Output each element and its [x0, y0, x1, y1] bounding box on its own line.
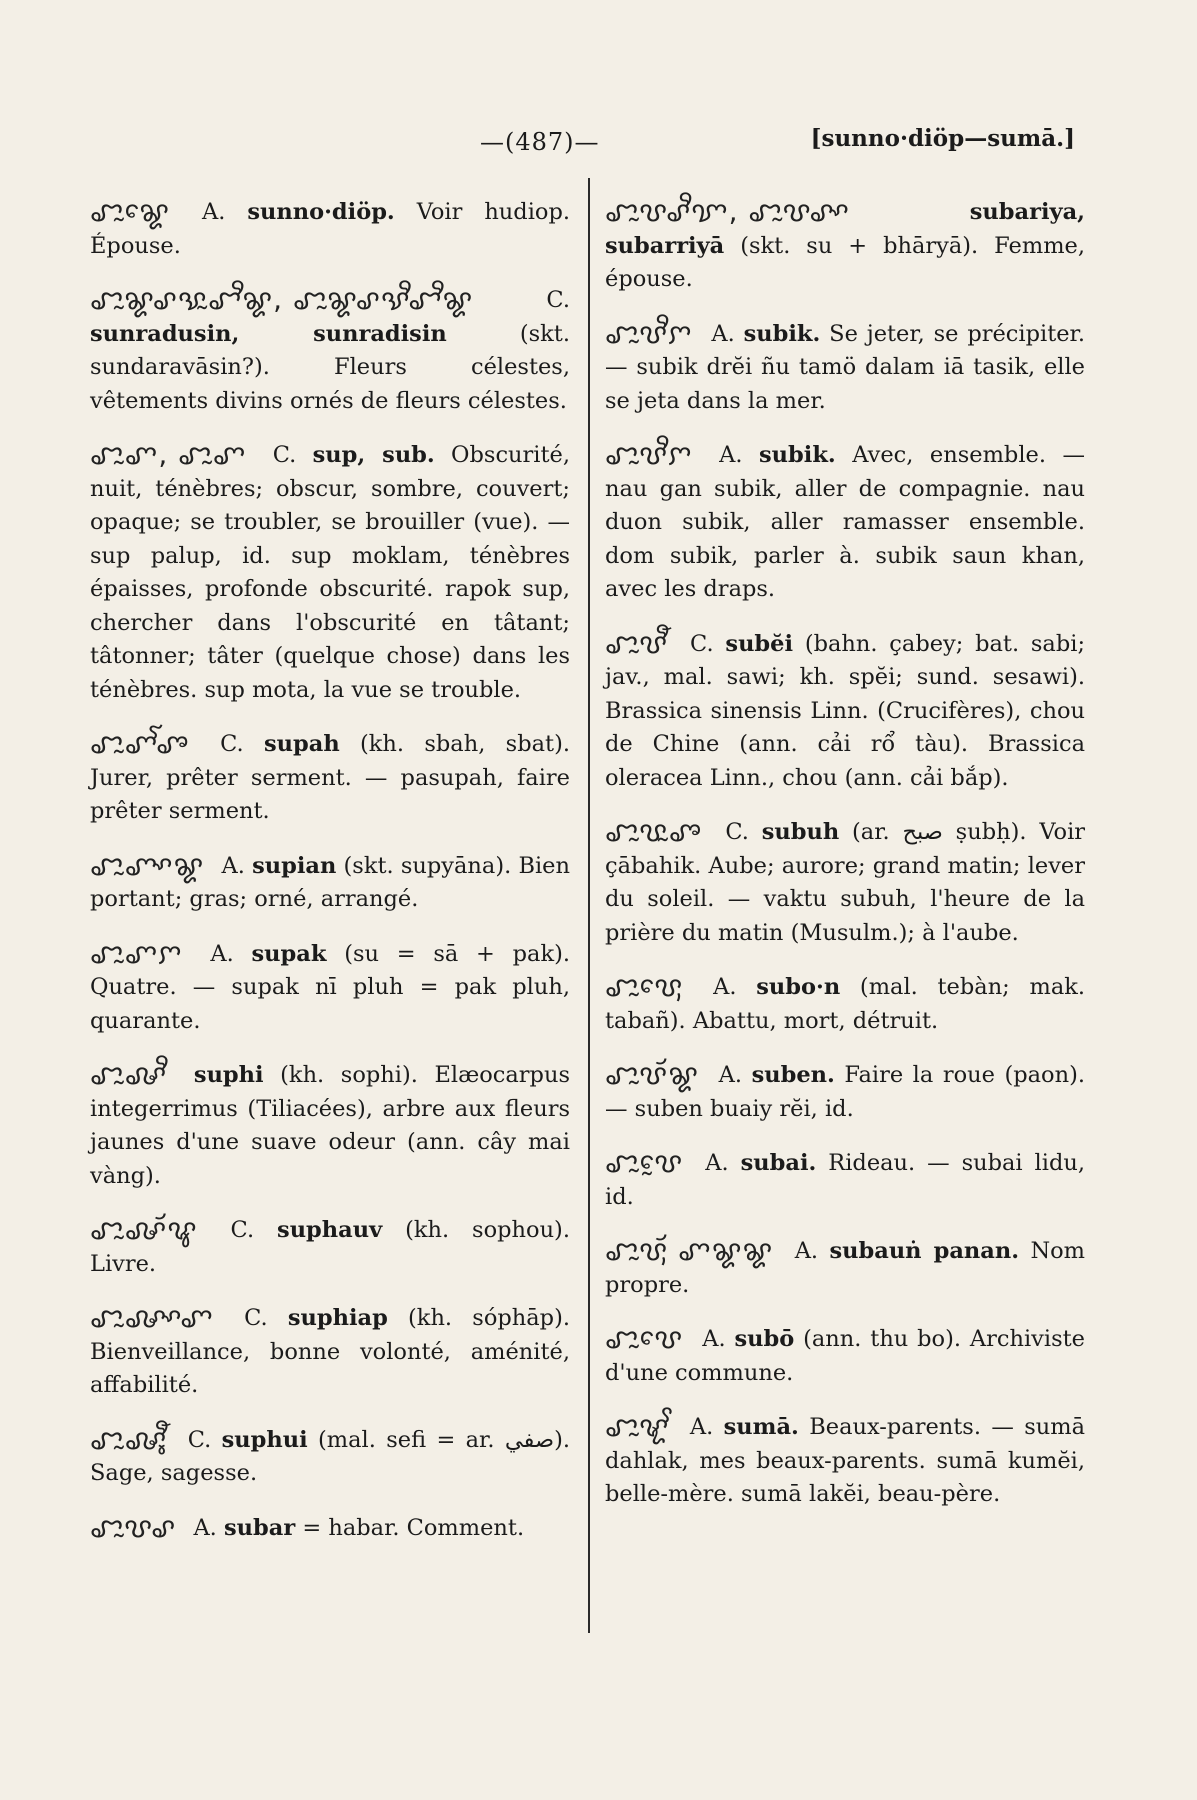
- headword-script: ꨧꨭꨚ, ꨧꨭꨚ: [90, 438, 247, 471]
- definition: Rideau. — subai lidu, id.: [605, 1150, 1085, 1210]
- headword-script: ꨧꨭꨝꨮꨘ: [605, 1058, 700, 1091]
- source-tag: A.: [689, 1414, 714, 1440]
- headword-script: ꨧꨭꨝꨮꨲ ꨚꨘꨘ: [605, 1234, 774, 1267]
- definition: (su = sā + pak). Quatre. — supak nī pluh = pak pluh, quarante.: [90, 940, 571, 1034]
- definition: (ar. صبح ṣubḥ). Voir çābahik. Aube; aurore; grand matin; lever du soleil. — vaktu subuh, l'heure de la prière du matin (Musulm.); à l'aube.: [605, 819, 1086, 946]
- dictionary-entry: [605, 317, 1085, 419]
- headword-script: ꨧꨭꨘꨯ: [90, 195, 171, 228]
- headword: sumā.: [723, 1414, 799, 1440]
- source-tag: A.: [719, 442, 743, 468]
- definition: (mal. sefi = ar. صفي). Sage, sagesse.: [90, 1426, 571, 1486]
- headword: subai.: [740, 1150, 817, 1176]
- dictionary-entry: [605, 195, 1085, 297]
- headword-script: ꨧꨭꨝꨣꨪꨢ, ꨧꨭꨝꨣꨳ: [605, 195, 850, 228]
- headword-script: ꨧꨭꨝꨯ: [605, 1322, 684, 1355]
- definition: Voir hudiop. Épouse.: [90, 199, 570, 259]
- definition: (kh. sbah, sbat). Jurer, prêter serment. — pasupah, faire prêter serment.: [90, 731, 571, 824]
- dictionary-entry: [90, 1058, 570, 1193]
- headword-script: ꨧꨭꨚꨆ: [90, 936, 183, 970]
- headword-script: ꨧꨭꨝꨭꨨ: [605, 815, 703, 848]
- definition: Beaux-parents. — sumā dahlak, mes beaux-parents. sumā kumĕi, belle-mère. sumā lakĕi, beau-père.: [605, 1414, 1085, 1507]
- headword-script: ꨧꨭꨝꨪꨆ: [605, 438, 693, 471]
- headword-script: ꨧꨭꨚꨳꨘ: [90, 848, 205, 882]
- source-tag: C.: [546, 287, 570, 313]
- definition: (ann. thu bo). Archiviste d'une commune.: [605, 1326, 1085, 1386]
- source-tag: A.: [705, 1150, 729, 1176]
- definition: (skt. sundaravāsin?). Fleurs célestes, vêtements divins ornés de fleurs célestes.: [90, 320, 570, 414]
- column-divider: [588, 178, 590, 1633]
- source-tag: C.: [187, 1426, 212, 1453]
- running-head: [sunno·diöp—sumā.]: [810, 125, 1075, 152]
- source-tag: C.: [244, 1305, 268, 1331]
- dictionary-entry: [605, 1410, 1085, 1512]
- headword: subauṅ panan.: [829, 1238, 1020, 1264]
- source-tag: A.: [201, 199, 226, 225]
- dictionary-entry: [605, 815, 1085, 950]
- headword: suphui: [221, 1426, 308, 1453]
- headword: subar: [224, 1514, 296, 1541]
- dictionary-entry: [90, 1213, 570, 1281]
- headword: sunradusin, sunradisin: [90, 320, 447, 347]
- source-tag: C.: [690, 630, 714, 657]
- headword: suben.: [751, 1062, 835, 1088]
- headword-script: ꨧꨭꨜꨪ: [90, 1058, 168, 1091]
- dictionary-entry: [90, 438, 570, 707]
- headword: suphi: [193, 1062, 264, 1088]
- headword: supian: [252, 852, 337, 879]
- headword-script: ꨧꨭꨝꨰ: [605, 1146, 684, 1179]
- dictionary-entry: [90, 283, 570, 418]
- source-tag: C.: [272, 442, 297, 468]
- definition: (skt. supyāna). Bien portant; gras; orné, arrangé.: [90, 852, 570, 912]
- definition: (kh. sophou). Livre.: [90, 1217, 570, 1277]
- headword: supak: [251, 940, 327, 967]
- definition: Avec, ensemble. — nau gan subik, aller de compagnie. nau duon subik, aller ramasser ensemble. dom subik, parler à. subik saun khan, avec les draps.: [605, 442, 1086, 602]
- dictionary-entry: [605, 438, 1085, 607]
- headword-script: ꨧꨭꨜꨳꨚ: [90, 1301, 214, 1334]
- dictionary-entry: [605, 1146, 1085, 1214]
- headword-script: ꨧꨭꨝꨣ: [90, 1510, 177, 1544]
- source-tag: A.: [210, 940, 234, 967]
- headword: supah: [263, 731, 340, 757]
- source-tag: C.: [220, 731, 244, 757]
- dictionary-entry: [605, 970, 1085, 1038]
- definition: (skt. su + bhāryā). Femme, épouse.: [605, 232, 1085, 292]
- source-tag: C.: [725, 819, 749, 845]
- headword: subuh: [761, 819, 840, 845]
- headword-script: ꨧꨭꨠꨩ: [605, 1410, 670, 1443]
- left-column: [90, 195, 570, 1565]
- source-tag: A.: [711, 320, 735, 347]
- source-tag: C.: [230, 1217, 255, 1243]
- definition: = habar. Comment.: [302, 1514, 525, 1541]
- definition: Obscurité, nuit, ténèbres; obscur, sombre, couvert; opaque; se troubler, se brouiller (vue). — sup palup, id. sup moklam, ténèbres épaisses, profonde obscurité. rapok sup, chercher dans l'obscurité en tâtant; tâtonner; tâter (quelque chose) dans les ténèbres. sup mota, la vue se trouble.: [90, 442, 570, 703]
- dictionary-entry: [90, 727, 570, 829]
- definition: Se jeter, se précipiter. — subik drĕi ñu tamö dalam iā tasik, elle se jeta dans la mer.: [605, 320, 1085, 414]
- headword: suphauv: [277, 1217, 383, 1243]
- headword-script: ꨧꨭꨜꨮꨥ: [90, 1213, 198, 1246]
- dictionary-entry: [90, 849, 570, 917]
- headword: sunno·diöp.: [247, 199, 395, 225]
- dictionary-entry: [90, 1301, 570, 1403]
- headword-script: ꨧꨭꨝꨪꨆ: [605, 316, 693, 350]
- definition: (kh. sóphāp). Bienveillance, bonne volonté, aménité, affabilité.: [90, 1305, 571, 1398]
- definition: Faire la roue (paon). — suben buaiy rĕi, id.: [605, 1062, 1086, 1122]
- headword-script: ꨧꨭꨘꨣꨕꨭꨧꨪꨘ, ꨧꨭꨘꨣꨕꨪꨧꨪꨘ: [90, 283, 474, 316]
- headword: sup, sub.: [312, 442, 435, 468]
- headword-script: ꨧꨭꨜꨶꨬ: [90, 1422, 168, 1456]
- headword: subik.: [743, 320, 821, 347]
- source-tag: A.: [713, 974, 737, 1000]
- definition: (kh. sophi). Elæocarpus integerrimus (Tiliacées), arbre aux fleurs jaunes d'une suave odeur (ann. cây mai vàng).: [90, 1062, 570, 1189]
- headword-script: ꨧꨭꨚꨱꨨ: [90, 727, 190, 760]
- headword: subō: [734, 1326, 795, 1352]
- definition: (bahn. çabey; bat. sabi; jav., mal. sawi; kh. spĕi; sund. sesawi). Brassica sinensis Linn. (Crucifères), chou de Chine (ann. cải rổ tàu). Brassica oleracea Linn., chou (ann. cải bắp).: [605, 630, 1086, 791]
- source-tag: A.: [193, 1514, 217, 1541]
- dictionary-entry: [90, 937, 570, 1039]
- dictionary-entry: [605, 627, 1085, 796]
- right-column: [605, 195, 1085, 1532]
- source-tag: A.: [702, 1326, 726, 1352]
- headword-script: ꨧꨭꨝꨯꨲ: [605, 970, 684, 1003]
- headword: subo·n: [756, 974, 841, 1000]
- headword: subariya, subarriyā: [605, 199, 1085, 259]
- headword-script: ꨧꨭꨝꨬ: [605, 626, 669, 660]
- dictionary-entry: [605, 1322, 1085, 1390]
- dictionary-entry: [90, 1423, 570, 1491]
- definition: Nom propre.: [605, 1238, 1086, 1298]
- source-tag: A.: [221, 852, 245, 879]
- headword: subĕi: [725, 630, 794, 657]
- dictionary-entry: [90, 1511, 570, 1546]
- definition: (mal. tebàn; mak. tabañ). Abattu, mort, détruit.: [605, 974, 1086, 1034]
- dictionary-entry: [605, 1234, 1085, 1302]
- dictionary-entry: [605, 1058, 1085, 1126]
- page-header: [0, 125, 1197, 168]
- page-number: —(487)—: [480, 128, 600, 156]
- headword: suphiap: [287, 1305, 388, 1331]
- dictionary-entry: [90, 195, 570, 263]
- source-tag: A.: [718, 1062, 743, 1088]
- headword: subik.: [759, 442, 836, 468]
- source-tag: A.: [794, 1238, 819, 1264]
